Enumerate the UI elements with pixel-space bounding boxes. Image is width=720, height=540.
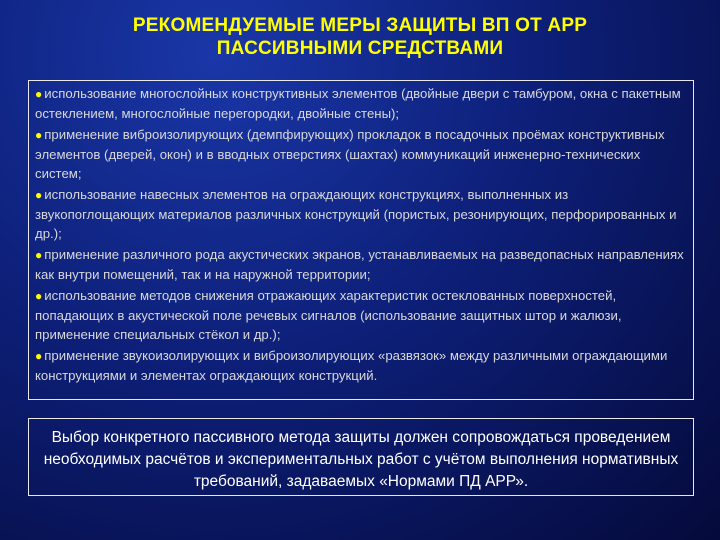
list-item-text: использование многослойных конструктивных элементов (двойные двери с тамбуром, окна с пакетным остеклением, многослойные перегородки, двойные стены);: [35, 86, 681, 121]
bullet-icon: ●: [35, 128, 43, 142]
measures-list: [28, 80, 694, 400]
title-line-1: РЕКОМЕНДУЕМЫЕ МЕРЫ ЗАЩИТЫ ВП ОТ АРР: [132, 15, 588, 36]
bullet-icon: ●: [35, 87, 43, 101]
list-item-text: использование навесных элементов на ограждающих конструкциях, выполненных из звукопоглощающих материалов различных конструкций (пористых, резонирующих, перфорированных и др.);: [35, 187, 677, 241]
list-item-text: использование методов снижения отражающих характеристик остеклованных поверхностей, попадающих в акустической поле речевых сигналов (использование защитных штор и жалюзи, применение специальных стёкол и др.);: [35, 288, 622, 342]
list-item-text: применение виброизолирующих (демпфирующих) прокладок в посадочных проёмах конструктивных элементов (дверей, окон) и в вводных отверстиях (шахтах) коммуникаций инженерно-технических систем;: [35, 127, 665, 181]
bullet-icon: ●: [35, 188, 43, 202]
list-item: [35, 84, 687, 123]
conclusion-box: [28, 418, 694, 496]
conclusion-text: Выбор конкретного пассивного метода защиты должен сопровождаться проведением необходимых расчётов и экспериментальных работ с учётом выполнения нормативных требований, задаваемых «Нормами ПД АРР».: [43, 429, 679, 490]
list-item-text: применение звукоизолирующих и виброизолирующих «развязок» между различными ограждающими конструкциями и элементах ограждающих конструкций.: [35, 348, 668, 383]
list-item: [35, 185, 687, 243]
bullet-icon: ●: [35, 349, 43, 363]
bullet-icon: ●: [35, 289, 43, 303]
bullet-icon: ●: [35, 248, 43, 262]
list-item: [35, 125, 687, 183]
list-item: [35, 346, 687, 385]
list-item-text: применение различного рода акустических экранов, устанавливаемых на разведопасных направлениях как внутри помещений, так и на наружной территории;: [35, 247, 684, 282]
page-title: [90, 14, 630, 60]
list-item: [35, 245, 687, 284]
list-item: [35, 286, 687, 344]
title-line-2: ПАССИВНЫМИ СРЕДСТВАМИ: [216, 38, 504, 59]
